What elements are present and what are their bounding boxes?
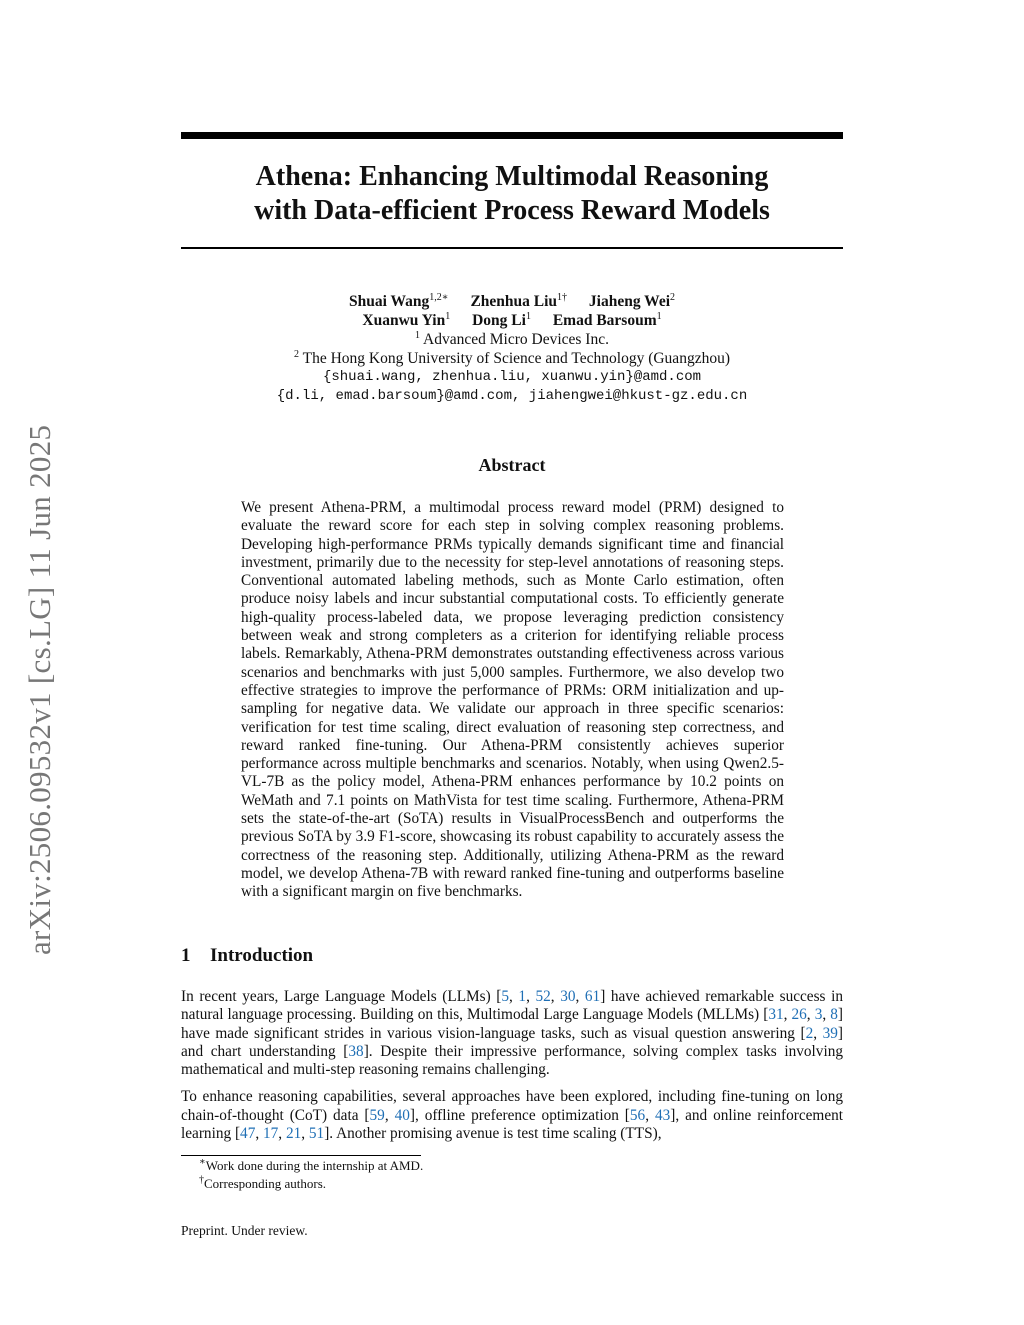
author-name: Shuai Wang bbox=[348, 293, 430, 310]
email-line-2: {d.li, emad.barsoum}@amd.com, jiahengwei@hkust-gz.edu.cn bbox=[276, 388, 748, 404]
title-bottom-rule bbox=[181, 247, 843, 249]
author-name: Zhenhua Liu bbox=[470, 293, 558, 310]
affil-text: The Hong Kong University of Science and Technology (Guangzhou) bbox=[302, 350, 730, 367]
text: ]. Another promising avenue is test time scaling (TTS), bbox=[324, 1125, 662, 1143]
citation-link[interactable]: 8 bbox=[830, 1006, 838, 1024]
title-line-1: Athena: Enhancing Multimodal Reasoning bbox=[255, 161, 769, 192]
author-name: Jiaheng Wei bbox=[588, 293, 671, 310]
citation-link[interactable]: 21 bbox=[285, 1125, 302, 1143]
section-title: Introduction bbox=[210, 945, 314, 966]
text: ] have made significant strides in various vision-language tasks, such as visual question answering [ bbox=[181, 1006, 843, 1042]
footnote-rule bbox=[181, 1155, 421, 1156]
citation-link[interactable]: 56 bbox=[629, 1106, 646, 1124]
footnote-text: Work done during the internship at AMD. bbox=[205, 1158, 424, 1173]
citation-link[interactable]: 59 bbox=[369, 1106, 385, 1124]
affiliation-2 bbox=[181, 349, 843, 368]
citation-link[interactable]: 47 bbox=[240, 1125, 256, 1143]
author-line-1 bbox=[181, 292, 843, 311]
citation-link[interactable]: 2 bbox=[805, 1024, 814, 1042]
text: ] and chart understanding [ bbox=[181, 1024, 843, 1060]
affil-mark: 1 bbox=[415, 329, 421, 341]
introduction-body bbox=[181, 988, 843, 1152]
citation-link[interactable]: 1 bbox=[518, 988, 527, 1005]
title-top-rule bbox=[181, 132, 843, 139]
citation-link[interactable]: 31 bbox=[768, 1006, 784, 1024]
citation-link[interactable]: 40 bbox=[394, 1106, 410, 1124]
footnote-2 bbox=[199, 1175, 423, 1193]
author-name: Xuanwu Yin bbox=[362, 312, 446, 329]
text: In recent years, Large Language Models (LLMs) [ bbox=[181, 988, 502, 1005]
citation-link[interactable]: 52 bbox=[535, 988, 551, 1005]
email-line-1: {shuai.wang, zhenhua.liu, xuanwu.yin}@amd.com bbox=[322, 369, 702, 385]
author-affil-mark: 1 bbox=[525, 310, 531, 322]
affil-mark: 2 bbox=[294, 348, 300, 360]
text: ], offline preference optimization [ bbox=[409, 1106, 630, 1124]
section-number: 1 bbox=[181, 945, 191, 966]
abstract-body: We present Athena-PRM, a multimodal process reward model (PRM) designed to evaluate the reward score for each step in solving complex reasoning problems. Developing high-performance PRMs typically demands significant time and financial investment, primarily due to the necessity for step-level annotations of reasoning steps. Conventional automated labeling methods, such as Monte Carlo estimation, often produce noisy labels and incur substantial computational costs. To efficiently generate high-quality process-labeled data, we propose leveraging prediction consistency between weak and strong completers as a criterion for identifying reliable process labels. Remarkably, Athena-PRM demonstrates outstanding effectiveness across various scenarios and benchmarks with just 5,000 samples. Furthermore, we also develop two effective strategies to improve the performance of PRMs: ORM initialization and up-sampling for negative data. We validate our approach in three specific scenarios: verification for test time scaling, direct evaluation of reasoning step correctness, and reward ranked fine-tuning. Our Athena-PRM consistently achieves superior performance across multiple benchmarks and scenarios. Notably, when using Qwen2.5-VL-7B as the policy model, Athena-PRM enhances performance by 10.2 points on WeMath and 7.1 points on MathVista for test time scaling. Furthermore, Athena-PRM sets the state-of-the-art (SoTA) results in VisualProcessBench and outperforms the previous SoTA by 3.9 F1-score, showcasing its robust capability to accurately assess the correctness of the reasoning step. Additionally, utilizing Athena-PRM as the reward model, we develop Athena-7B with reward ranked fine-tuning and outperforms baseline with a significant margin on five benchmarks. bbox=[241, 499, 784, 901]
author-affil-mark: 1 bbox=[445, 310, 451, 322]
author-name: Emad Barsoum bbox=[552, 312, 657, 329]
citation-link[interactable]: 3 bbox=[814, 1006, 823, 1024]
text: To enhance reasoning capabilities, several approaches have been explored, including fine-tuning on long chain-of-thought (CoT) data [ bbox=[181, 1088, 843, 1124]
author-affil-mark: 1 bbox=[656, 310, 662, 322]
footnotes bbox=[199, 1157, 423, 1193]
footnote-mark: ∗ bbox=[199, 1156, 206, 1168]
section-heading bbox=[181, 945, 313, 967]
citation-link[interactable]: 51 bbox=[308, 1125, 325, 1143]
abstract-heading: Abstract bbox=[478, 455, 546, 475]
text: ]. Despite their impressive performance, solving complex tasks involving mathematical and multi-step reasoning remains challenging. bbox=[181, 1042, 844, 1079]
text: ] have achieved remarkable success in natural language processing. Building on this, Multimodal Large Language Models (MLLMs) [ bbox=[181, 988, 843, 1024]
author-affil-mark: 2 bbox=[670, 291, 676, 303]
citation-link[interactable]: 5 bbox=[501, 988, 510, 1005]
citation-link[interactable]: 39 bbox=[822, 1024, 838, 1042]
title-line-2: with Data-efficient Process Reward Models bbox=[254, 195, 770, 226]
citation-link[interactable]: 61 bbox=[584, 988, 601, 1005]
paragraph: In recent years, Large Language Models (LLMs) [5, 1, 52, 30, 61] have achieved remarkable success in natural language processing. Building on this, Multimodal Large Language Models (MLLMs) [31, 26, 3, 8] have made significant strides in various vision-language tasks, such as visual question answering [2, 39] and chart understanding [38]. Despite their impressive performance, solving complex tasks involving mathematical and multi-step reasoning remains challenging. bbox=[181, 988, 844, 1079]
arxiv-stamp: arXiv:2506.09532v1 [cs.LG] 11 Jun 2025 bbox=[22, 424, 57, 955]
affiliation-1 bbox=[181, 330, 843, 349]
page-footer: Preprint. Under review. bbox=[181, 1223, 308, 1238]
citation-link[interactable]: 43 bbox=[654, 1106, 671, 1124]
affil-text: Advanced Micro Devices Inc. bbox=[423, 331, 609, 348]
paper-title bbox=[181, 160, 843, 228]
author-line-2 bbox=[181, 311, 843, 330]
citation-link[interactable]: 38 bbox=[348, 1042, 364, 1060]
author-block bbox=[181, 292, 843, 406]
author-name: Dong Li bbox=[472, 312, 526, 329]
author-affil-mark: 1,2∗ bbox=[429, 291, 449, 303]
citation-link[interactable]: 30 bbox=[560, 988, 576, 1005]
paragraph: To enhance reasoning capabilities, several approaches have been explored, including fine-tuning on long chain-of-thought (CoT) data [59, 40], offline preference optimization [56, 43], and online reinforcement learning [47, 17, 21, 51]. Another promising avenue is test time scaling (TTS), bbox=[181, 1088, 844, 1143]
citation-link[interactable]: 17 bbox=[263, 1125, 279, 1143]
citation-link[interactable]: 26 bbox=[791, 1006, 807, 1024]
footnote-text: Corresponding authors. bbox=[204, 1176, 327, 1191]
footnote-1 bbox=[199, 1157, 423, 1175]
footnote-mark: † bbox=[199, 1174, 204, 1186]
text: ], and online reinforcement learning [ bbox=[181, 1106, 844, 1143]
author-affil-mark: 1† bbox=[557, 291, 568, 303]
